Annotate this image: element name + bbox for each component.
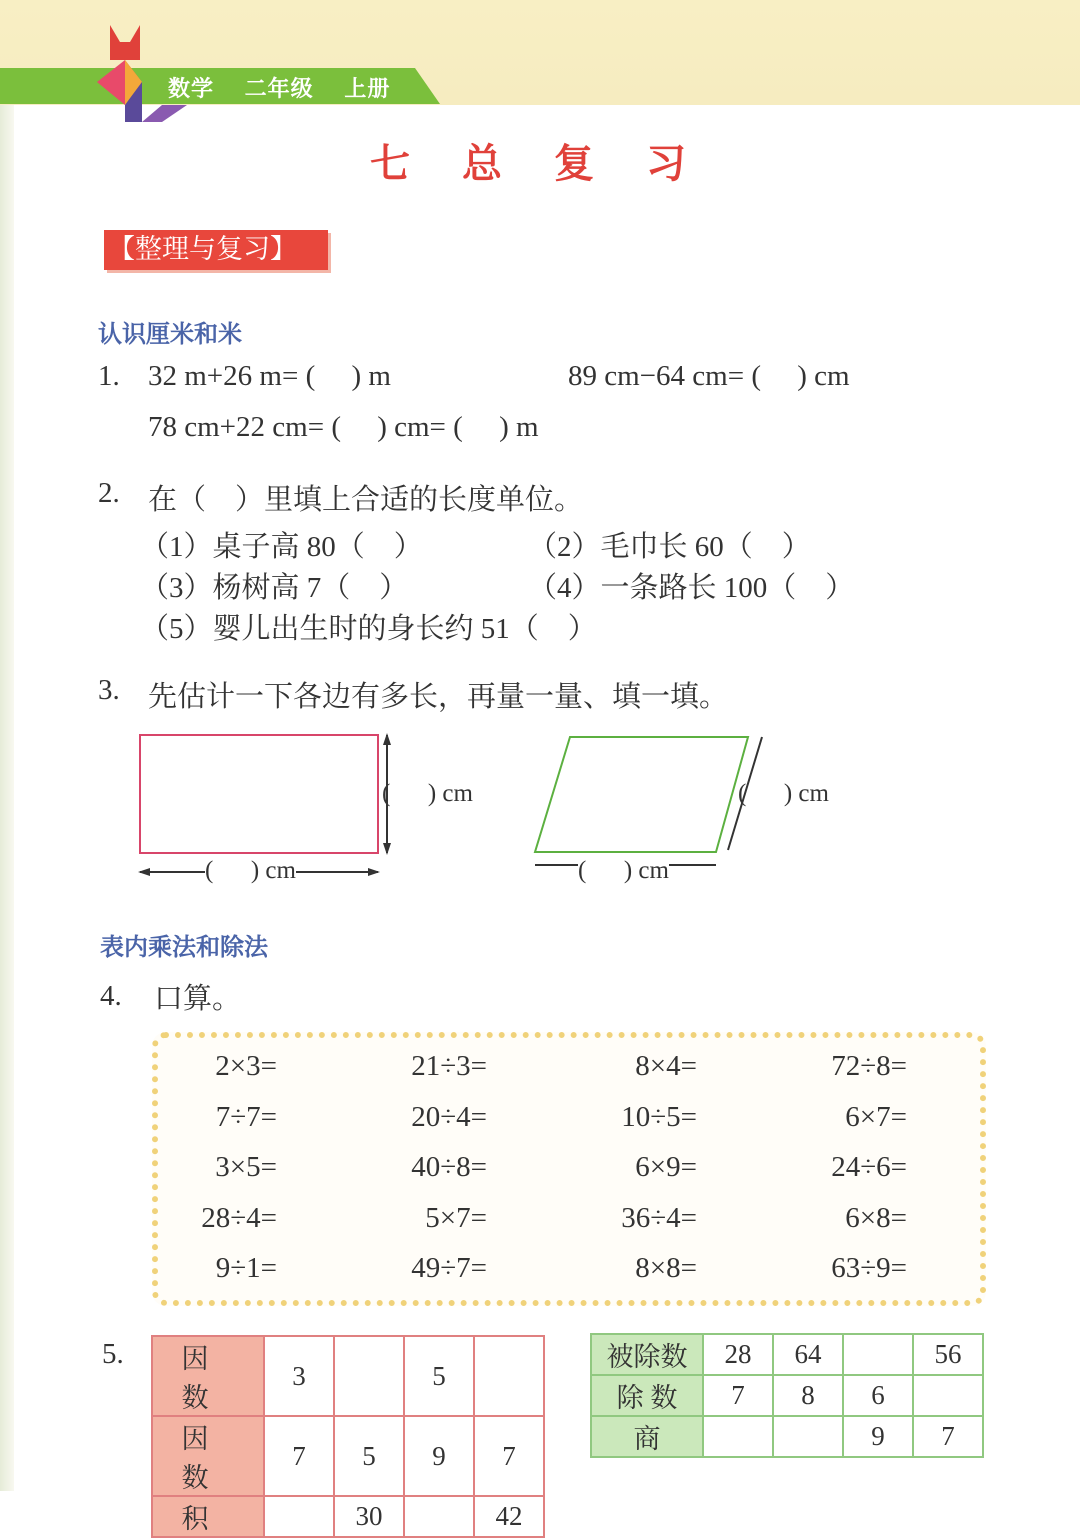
oral-problem: 8×4=: [635, 1050, 697, 1082]
table-cell[interactable]: [913, 1375, 983, 1416]
oral-problem: 20÷4=: [411, 1101, 487, 1133]
rect-height-blank: ( ) cm: [382, 780, 473, 807]
q3-number: 3.: [98, 674, 120, 706]
table-cell: 9: [404, 1416, 474, 1496]
q1-b: 89 cm−64 cm= ( ) cm: [568, 360, 850, 392]
section-tag: 【整理与复习】: [104, 230, 328, 270]
oral-problem: 72÷8=: [831, 1050, 907, 1082]
q1-number: 1.: [98, 360, 120, 392]
q3-stem: 先估计一下各边有多长，再量一量、填一填。: [148, 681, 729, 713]
multiplication-table: [151, 1335, 545, 1538]
row-header: 除 数: [591, 1375, 703, 1416]
table-cell[interactable]: [703, 1416, 773, 1457]
table-row: [591, 1416, 983, 1457]
table-cell[interactable]: [334, 1336, 404, 1416]
q2-item: （4）一条路长 100（ ）: [528, 572, 855, 604]
oral-problem: 28÷4=: [201, 1202, 277, 1234]
table-cell: 3: [264, 1336, 334, 1416]
rect-width-blank: ( ) cm: [205, 857, 296, 884]
table-cell: 5: [334, 1416, 404, 1496]
table-cell[interactable]: [264, 1496, 334, 1537]
table-row: [152, 1496, 544, 1537]
table-cell[interactable]: [843, 1334, 913, 1375]
row-header: 积: [152, 1496, 264, 1537]
oral-problem: 7÷7=: [215, 1101, 277, 1133]
oral-problem: 3×5=: [215, 1151, 277, 1183]
row-header: 商: [591, 1416, 703, 1457]
oral-problem: 2×3=: [215, 1050, 277, 1082]
q4-stem: 口算。: [154, 983, 242, 1015]
table-row: [152, 1416, 544, 1496]
table-row: [591, 1334, 983, 1375]
table-row: [152, 1336, 544, 1416]
table-cell: 5: [404, 1336, 474, 1416]
q1-a: 32 m+26 m= ( ) m: [148, 360, 391, 392]
section-heading: 表内乘法和除法: [100, 933, 268, 961]
table-cell: 64: [773, 1334, 843, 1375]
rectangle-shape: [140, 735, 378, 853]
table-cell[interactable]: [773, 1416, 843, 1457]
book-title: 数学 二年级 上册: [168, 77, 391, 102]
table-cell: 8: [773, 1375, 843, 1416]
para-base-blank: ( ) cm: [578, 857, 669, 884]
oral-problem: 24÷6=: [831, 1151, 907, 1183]
q5-number: 5.: [102, 1338, 124, 1370]
parallelogram-shape: [535, 737, 748, 852]
row-header: 因数: [152, 1336, 264, 1416]
table-cell: 7: [913, 1416, 983, 1457]
table-cell: 7: [474, 1416, 544, 1496]
oral-problem: 6×7=: [845, 1101, 907, 1133]
table-cell[interactable]: [404, 1496, 474, 1537]
oral-problem: 63÷9=: [831, 1252, 907, 1284]
table-cell: 6: [843, 1375, 913, 1416]
table-cell: 30: [334, 1496, 404, 1537]
oral-problem: 6×9=: [635, 1151, 697, 1183]
q2-number: 2.: [98, 477, 120, 509]
chapter-title: 七总复习: [370, 141, 738, 187]
q2-item: （5）婴儿出生时的身长约 51（ ）: [140, 613, 597, 645]
table-cell: 9: [843, 1416, 913, 1457]
q2-item: （2）毛巾长 60（ ）: [528, 531, 811, 563]
table-cell: 7: [264, 1416, 334, 1496]
oral-problem: 21÷3=: [411, 1050, 487, 1082]
oral-problem: 6×8=: [845, 1202, 907, 1234]
oral-problem: 10÷5=: [621, 1101, 697, 1133]
table-cell[interactable]: [474, 1336, 544, 1416]
q2-stem: 在（ ）里填上合适的长度单位。: [148, 484, 584, 516]
row-header: 因数: [152, 1416, 264, 1496]
table-cell: 42: [474, 1496, 544, 1537]
table-cell: 7: [703, 1375, 773, 1416]
section-heading: 认识厘米和米: [98, 320, 242, 348]
para-side-blank: ( ) cm: [738, 780, 829, 807]
oral-problem: 8×8=: [635, 1252, 697, 1284]
oral-problem: 5×7=: [425, 1202, 487, 1234]
oral-problem: 9÷1=: [215, 1252, 277, 1284]
row-header: 被除数: [591, 1334, 703, 1375]
table-row: [591, 1375, 983, 1416]
page-spine: [0, 0, 14, 1491]
oral-problem: 40÷8=: [411, 1151, 487, 1183]
q4-number: 4.: [100, 980, 122, 1012]
q2-item: （1）桌子高 80（ ）: [140, 531, 423, 563]
oral-problem: 36÷4=: [621, 1202, 697, 1234]
oral-problem: 49÷7=: [411, 1252, 487, 1284]
q2-item: （3）杨树高 7（ ）: [140, 572, 409, 604]
table-cell: 28: [703, 1334, 773, 1375]
division-table: [590, 1333, 984, 1458]
q1-c: 78 cm+22 cm= ( ) cm= ( ) m: [148, 411, 539, 443]
table-cell: 56: [913, 1334, 983, 1375]
